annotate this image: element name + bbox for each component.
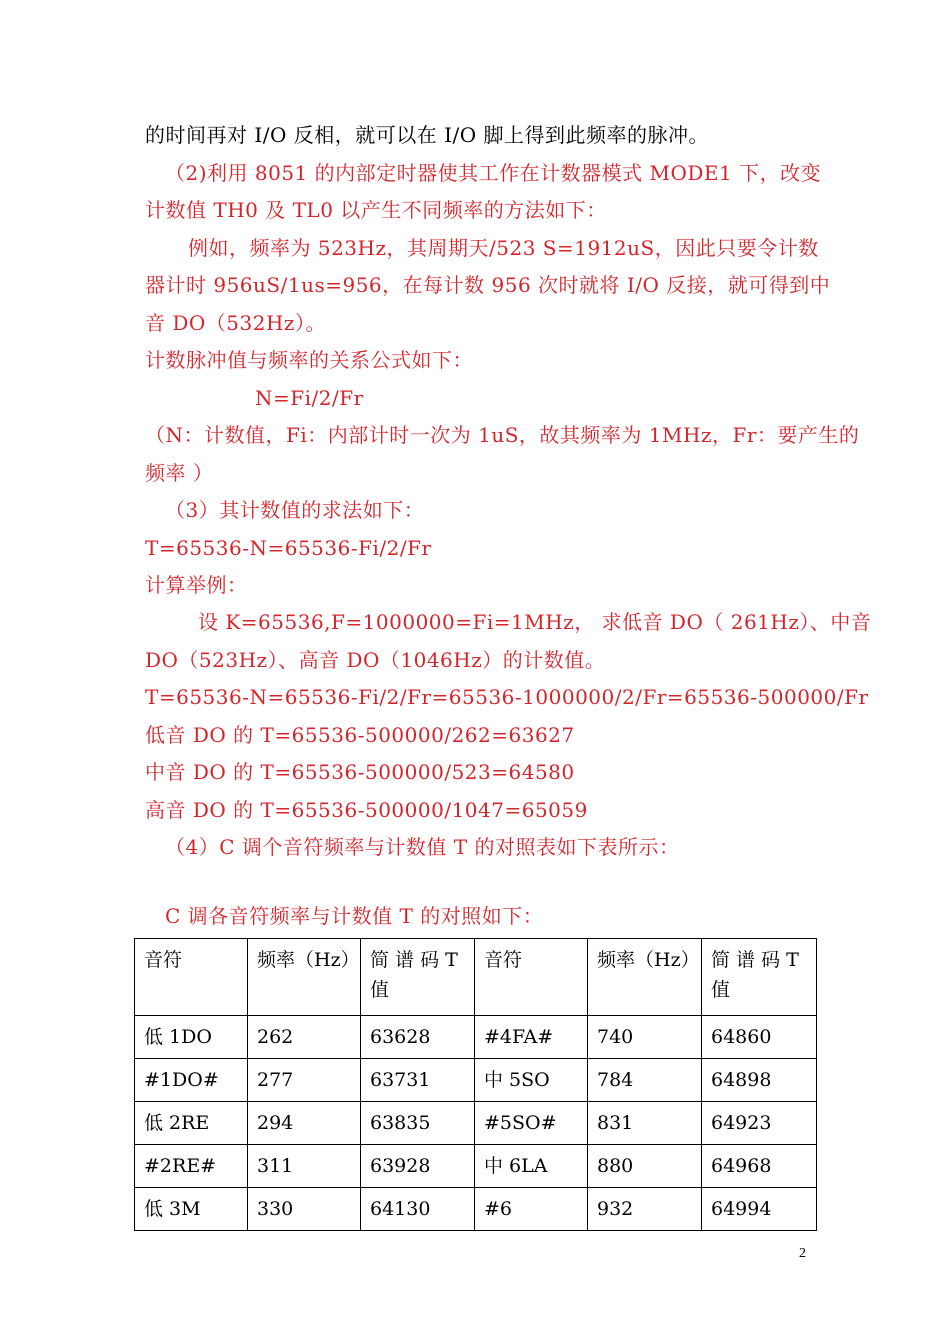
- paragraph-line: （2)利用 8051 的内部定时器使其工作在计数器模式 MODE1 下，改变: [165, 161, 822, 185]
- table-row: [135, 1188, 817, 1231]
- table-cell: 262: [248, 1016, 361, 1059]
- table-cell: 63928: [361, 1145, 475, 1188]
- paragraph-line: 计数脉冲值与频率的关系公式如下：: [145, 348, 473, 372]
- page-number: 2: [799, 1246, 806, 1261]
- table-row: [135, 1016, 817, 1059]
- header-cell: 频率（Hz）: [588, 939, 702, 1016]
- paragraph-line: 计数值 TH0 及 TL0 以产生不同频率的方法如下：: [145, 198, 607, 222]
- table-cell: 831: [588, 1102, 702, 1145]
- paragraph-line: 计算举例：: [145, 573, 248, 597]
- paragraph-line: 器计时 956uS/1us=956，在每计数 956 次时就将 I/O 反接，就可得到中: [145, 273, 831, 297]
- paragraph-line: （N：计数值，Fi：内部计时一次为 1uS，故其频率为 1MHz，Fr：要产生的: [145, 423, 860, 447]
- table-cell: 63835: [361, 1102, 475, 1145]
- table-cell: 低 1DO: [135, 1016, 248, 1059]
- paragraph-line: 频率 ）: [145, 461, 214, 485]
- formula-line: T=65536-N=65536-Fi/2/Fr: [145, 536, 432, 560]
- table-header-row: [135, 939, 817, 1016]
- table-cell: 330: [248, 1188, 361, 1231]
- table-cell: 64898: [702, 1059, 817, 1102]
- paragraph-line: 的时间再对 I/O 反相，就可以在 I/O 脚上得到此频率的脉冲。: [145, 123, 709, 147]
- table-cell: #4FA#: [475, 1016, 588, 1059]
- table-row: [135, 1102, 817, 1145]
- paragraph-line: 例如，频率为 523Hz，其周期天/523 S=1912uS，因此只要令计数: [188, 236, 819, 260]
- table-cell: 63628: [361, 1016, 475, 1059]
- formula-line: 中音 DO 的 T=65536-500000/523=64580: [145, 760, 575, 784]
- paragraph-line: 设 K=65536,F=1000000=Fi=1MHz， 求低音 DO（ 261Hz）、中音: [198, 610, 872, 634]
- table-cell: 64968: [702, 1145, 817, 1188]
- table-cell: 64923: [702, 1102, 817, 1145]
- formula-line: N=Fi/2/Fr: [255, 386, 364, 410]
- table-cell: #6: [475, 1188, 588, 1231]
- header-cell: 简 谱 码 T 值: [361, 939, 475, 1016]
- formula-line: T=65536-N=65536-Fi/2/Fr=65536-1000000/2/Fr=65536-500000/Fr: [145, 685, 869, 709]
- paragraph-line: DO（523Hz）、高音 DO（1046Hz）的计数值。: [145, 648, 606, 672]
- table-cell: #1DO#: [135, 1059, 248, 1102]
- table-cell: 低 2RE: [135, 1102, 248, 1145]
- table-cell: 784: [588, 1059, 702, 1102]
- table-cell: 低 3M: [135, 1188, 248, 1231]
- table-cell: 294: [248, 1102, 361, 1145]
- table-caption: C 调各音符频率与计数值 T 的对照如下：: [165, 904, 544, 928]
- note-frequency-table: [134, 938, 817, 1231]
- table-cell: 中 6LA: [475, 1145, 588, 1188]
- table-cell: 311: [248, 1145, 361, 1188]
- table-cell: #5SO#: [475, 1102, 588, 1145]
- header-cell: 音符: [135, 939, 248, 1016]
- table-cell: 64994: [702, 1188, 817, 1231]
- table-cell: 880: [588, 1145, 702, 1188]
- header-cell: 简 谱 码 T 值: [702, 939, 817, 1016]
- header-cell: 音符: [475, 939, 588, 1016]
- paragraph-line: （3）其计数值的求法如下：: [165, 498, 425, 522]
- table-cell: 63731: [361, 1059, 475, 1102]
- table-cell: 中 5SO: [475, 1059, 588, 1102]
- header-cell: 频率（Hz）: [248, 939, 361, 1016]
- formula-line: 高音 DO 的 T=65536-500000/1047=65059: [145, 798, 588, 822]
- table-cell: 277: [248, 1059, 361, 1102]
- paragraph-line: 音 DO（532Hz）。: [145, 311, 326, 335]
- table-cell: #2RE#: [135, 1145, 248, 1188]
- table-cell: 64860: [702, 1016, 817, 1059]
- table-cell: 64130: [361, 1188, 475, 1231]
- table-row: [135, 1145, 817, 1188]
- table-row: [135, 1059, 817, 1102]
- table-cell: 740: [588, 1016, 702, 1059]
- paragraph-line: （4）C 调个音符频率与计数值 T 的对照表如下表所示：: [165, 835, 680, 859]
- formula-line: 低音 DO 的 T=65536-500000/262=63627: [145, 723, 575, 747]
- table-cell: 932: [588, 1188, 702, 1231]
